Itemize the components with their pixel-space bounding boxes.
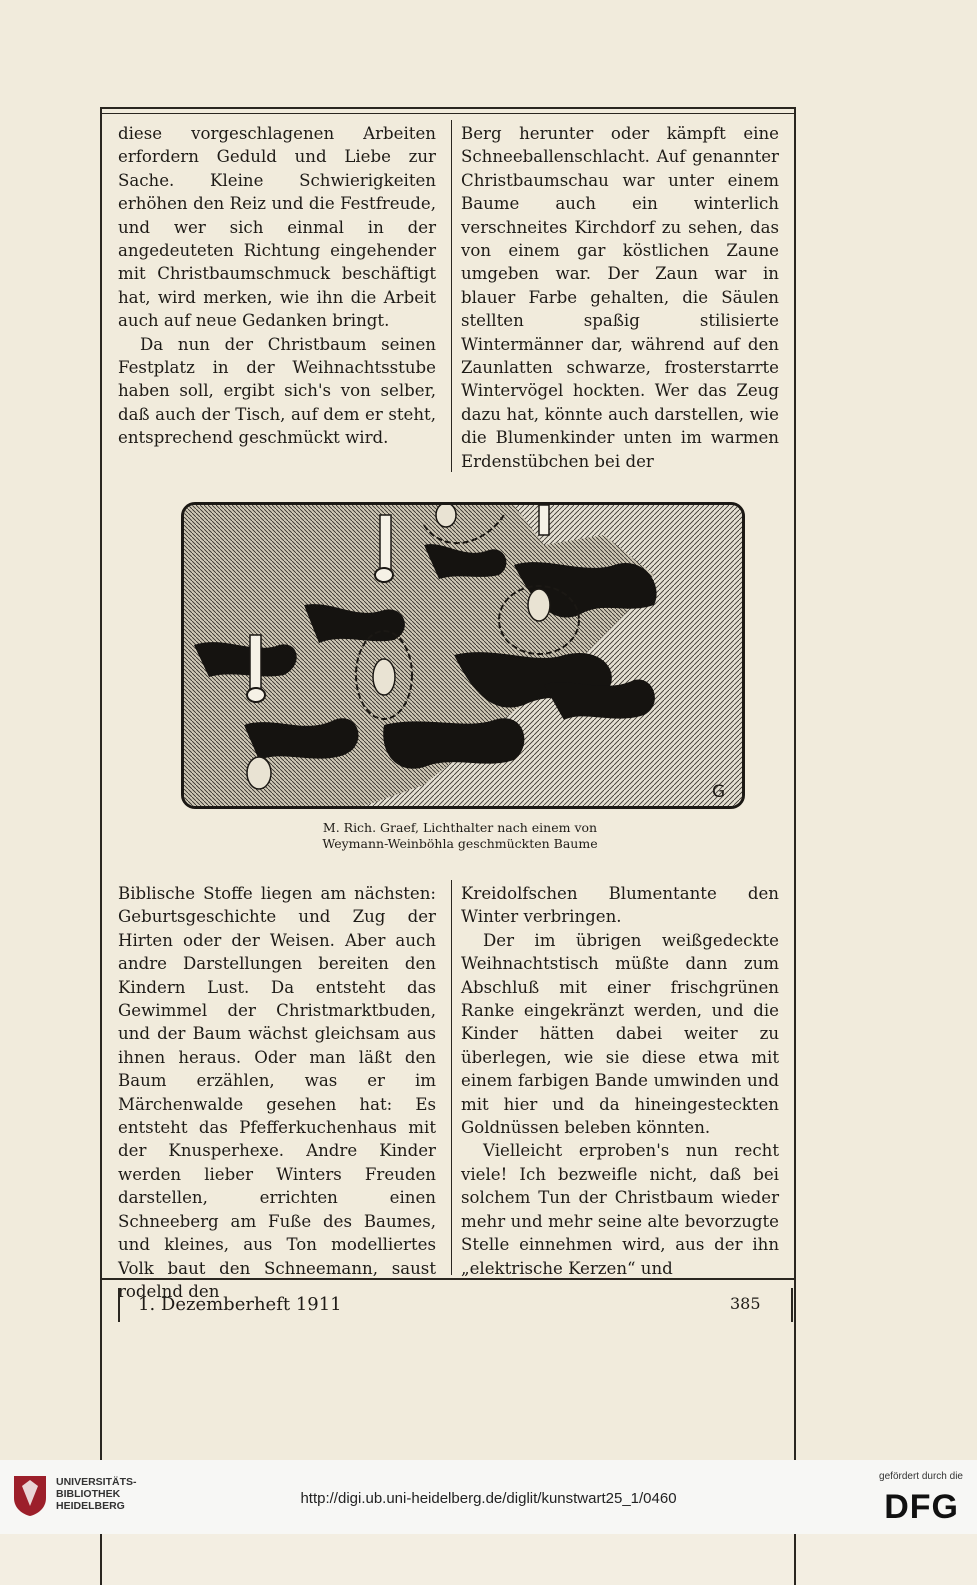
institution-line: UNIVERSITÄTS- bbox=[56, 1476, 137, 1488]
right-column-bottom bbox=[461, 882, 779, 1280]
footer-bracket-left bbox=[118, 1288, 120, 1322]
footer-bracket-right bbox=[791, 1288, 793, 1322]
paragraph: Biblische Stoffe liegen am nächsten: Geburtsgeschichte und Zug der Hirten oder der Weisen. Aber auch andre Darstellungen bereiten den Kindern Lust. Da entsteht das Gewimmel der Christmarktbuden, und der Baum wächst gleichsam aus ihnen heraus. Oder man läßt den Baum erzählen, was er im Märchenwalde gesehen hat: Es entsteht das Pfefferkuchenhaus mit der Knusperhexe. Andre Kinder werden lieber Winters Freuden darstellen, errichten einen Schneeberg am Fuße des Baumes, und kleines, aus Ton modelliertes Volk baut den Schneemann, saust rodelnd den bbox=[118, 884, 436, 1301]
institution-line: BIBLIOTHEK bbox=[56, 1488, 121, 1500]
top-rule-inner bbox=[100, 113, 794, 114]
column-divider-bottom bbox=[451, 880, 452, 1275]
left-column-top bbox=[118, 122, 436, 450]
funder-note: gefördert durch die bbox=[879, 1471, 963, 1482]
caption-line: M. Rich. Graef, Lichthalter nach einem von bbox=[322, 820, 598, 835]
caption-line: Weymann-Weinböhla geschmückten Baume bbox=[322, 836, 598, 851]
top-rule bbox=[100, 107, 794, 109]
paragraph: Kreidolfschen Blumentante den Winter verbringen. bbox=[461, 884, 779, 927]
artist-monogram: G bbox=[712, 782, 726, 802]
paragraph: Vielleicht erproben's nun recht viele! Ich bezweifle nicht, daß bei solchem Tun der Christbaum wieder mehr und mehr seine alte bevorzugte Stelle einnehmen wird, aus der ihn „elektrische Kerzen“ und bbox=[461, 1141, 779, 1278]
issue-label: 1. Dezemberheft 1911 bbox=[138, 1294, 342, 1315]
paragraph: Da nun der Christbaum seinen Festplatz in der Weihnachtsstube haben soll, ergibt sich's von selber, daß auch der Tisch, auf dem er steht, entsprechend geschmückt wird. bbox=[118, 334, 436, 448]
institution-line: HEIDELBERG bbox=[56, 1500, 125, 1512]
page-number: 385 bbox=[730, 1294, 761, 1313]
paragraph: diese vorgeschlagenen Arbeiten erfordern Geduld und Liebe zur Sache. Kleine Schwierigkeiten erhöhen den Reiz und die Festfreude, und wer sich einmal in der angedeuteten Richtung eingehender mit Christbaumschmuck beschäftigt hat, wird merken, wie ihn die Arbeit auch auf neue Gedanken bringt. bbox=[118, 124, 436, 331]
permalink-url[interactable]: http://digi.ub.uni-heidelberg.de/diglit/kunstwart25_1/0460 bbox=[300, 1490, 677, 1507]
dfg-logo: DFG bbox=[884, 1488, 959, 1526]
viewer-bar bbox=[0, 1460, 977, 1534]
illustration-graphic bbox=[184, 505, 742, 806]
christmas-tree-illustration bbox=[181, 502, 745, 809]
left-column-bottom bbox=[118, 882, 436, 1303]
column-divider-top bbox=[451, 120, 452, 472]
paragraph: Berg herunter oder kämpft eine Schneeballenschlacht. Auf genannter Christbaumschau war unter einem Baume auch ein winterlich verschneites Kirchdorf zu sehen, das von einem gar köstlichen Zaune umgeben war. Der Zaun war in blauer Farbe gehalten, die Säulen stellten spaßig stilisierte Wintermänner dar, während auf den Zaunlatten schwarze, frosterstarrte Wintervögel hockten. Wer das Zeug dazu hat, könnte auch darstellen, wie die Blumenkinder unten im warmen Erdenstübchen bei der bbox=[461, 124, 779, 471]
paragraph: Der im übrigen weißgedeckte Weihnachtstisch müßte dann zum Abschluß mit einer frischgrünen Ranke eingekränzt werden, und die Kinder hätten dabei weiter zu überlegen, wie sie diese etwa mit einem farbigen Bande umwinden und mit hier und da hineingesteckten Goldnüssen beleben könnten. bbox=[461, 930, 779, 1138]
right-column-top bbox=[461, 122, 779, 473]
illustration-caption bbox=[180, 820, 740, 852]
